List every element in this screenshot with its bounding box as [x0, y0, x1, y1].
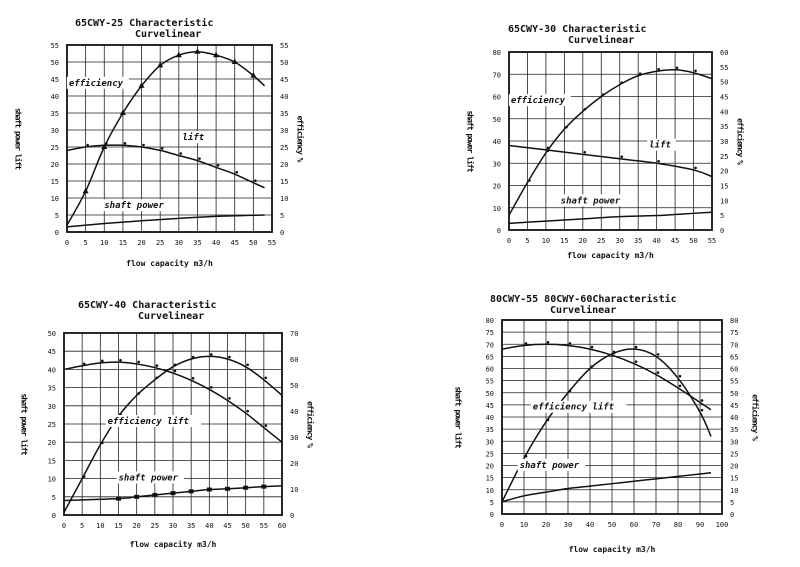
y-right-tick-label: 60	[290, 356, 299, 364]
x-tick-label: 5	[525, 237, 530, 245]
y-left-tick-label: 65	[485, 353, 494, 362]
x-tick-label: 35	[633, 237, 643, 245]
series-line	[502, 349, 711, 502]
y-left-tick-label: 10	[47, 475, 56, 484]
x-tick-label: 25	[155, 239, 165, 247]
y-left-tick-label: 10	[50, 195, 59, 203]
data-point	[207, 488, 212, 492]
x-tick-label: 60	[629, 521, 639, 529]
x-axis-label: flow capacity m3/h	[126, 259, 213, 268]
x-tick-label: 30	[168, 522, 178, 530]
x-tick-label: 55	[707, 237, 717, 245]
data-point	[228, 356, 231, 359]
data-point	[525, 455, 528, 458]
chart-subtitle: Curvelinear	[135, 29, 202, 40]
y-left-axis-label: shaft power lift	[465, 110, 475, 172]
y-left-tick-label: 25	[50, 144, 59, 152]
y-right-tick-label: 30	[290, 434, 299, 442]
y-right-tick-label: 40	[720, 108, 729, 117]
x-tick-label: 5	[80, 522, 85, 530]
chart-subtitle: Curvelinear	[138, 311, 205, 322]
data-point	[192, 377, 195, 380]
curve-label: shaft power	[118, 473, 179, 484]
y-left-tick-label: 70	[492, 71, 501, 80]
x-tick-label: 15	[118, 239, 128, 247]
y-right-tick-label: 0	[720, 227, 725, 235]
data-point	[679, 375, 682, 378]
data-point	[265, 424, 268, 427]
data-point	[265, 377, 268, 380]
y-left-tick-label: 45	[50, 76, 59, 84]
data-point	[584, 151, 587, 154]
y-right-tick-label: 40	[290, 408, 299, 416]
x-axis-label: flow capacity m3/h	[129, 540, 217, 549]
data-point	[694, 69, 697, 72]
x-tick-label: 25	[150, 522, 160, 530]
data-point	[591, 365, 594, 368]
series-shaft-power	[509, 212, 712, 223]
x-tick-label: 10	[519, 521, 529, 529]
data-point	[246, 410, 249, 413]
curve-label: shaft power	[560, 196, 621, 207]
y-right-tick-label: 40	[730, 414, 739, 422]
y-left-tick-label: 0	[489, 511, 494, 519]
y-right-tick-label: 25	[730, 450, 739, 459]
y-right-tick-label: 5	[720, 212, 725, 221]
data-point	[142, 144, 145, 147]
data-point	[161, 147, 164, 150]
x-tick-label: 10	[96, 522, 105, 530]
y-left-tick-label: 55	[50, 42, 59, 50]
y-left-tick-label: 35	[485, 426, 494, 435]
x-tick-label: 20	[137, 239, 146, 247]
y-left-tick-label: 0	[51, 512, 56, 520]
y-right-tick-label: 5	[280, 212, 285, 220]
y-left-tick-label: 25	[47, 421, 56, 429]
x-tick-label: 0	[506, 237, 512, 245]
data-point	[657, 68, 660, 71]
chart-subtitle: Curvelinear	[568, 35, 635, 46]
x-tick-label: 50	[241, 522, 250, 530]
y-left-tick-label: 35	[50, 110, 59, 118]
y-right-tick-label: 15	[280, 178, 289, 186]
data-point	[116, 497, 121, 501]
data-point	[584, 108, 587, 111]
data-point	[528, 179, 531, 182]
y-right-axis-label: efficiency %	[750, 394, 760, 440]
data-point	[657, 160, 660, 163]
chart-title: 65CWY-25 Characteristic	[75, 18, 214, 29]
x-axis-label: flow capacity m3/h	[568, 545, 656, 554]
x-tick-label: 40	[205, 522, 214, 530]
x-tick-label: 0	[64, 239, 70, 247]
data-point	[192, 356, 195, 359]
y-right-tick-label: 50	[720, 78, 729, 87]
data-point	[225, 487, 230, 491]
y-left-axis-label: shaft power lift	[13, 107, 23, 170]
x-tick-label: 70	[651, 521, 661, 529]
y-right-tick-label: 20	[720, 167, 729, 176]
data-point	[152, 493, 157, 497]
data-point	[119, 359, 122, 362]
data-point	[694, 167, 697, 170]
x-tick-label: 50	[689, 237, 698, 245]
x-tick-label: 45	[670, 237, 680, 245]
x-tick-label: 30	[174, 239, 184, 247]
chart-4	[454, 293, 761, 554]
data-point	[613, 351, 616, 354]
y-right-tick-label: 10	[720, 197, 729, 206]
curve-label: lift	[649, 140, 671, 151]
curve-label: shaft power	[519, 460, 580, 471]
y-right-axis-label: efficiency %	[295, 115, 305, 162]
y-left-tick-label: 20	[47, 439, 56, 448]
y-left-tick-label: 45	[485, 401, 494, 410]
y-right-tick-label: 15	[730, 474, 739, 483]
x-tick-label: 35	[193, 239, 202, 247]
y-right-tick-label: 30	[720, 138, 729, 146]
x-tick-label: 40	[652, 237, 661, 245]
data-point	[261, 485, 266, 489]
y-right-tick-label: 35	[280, 110, 289, 118]
y-left-tick-label: 80	[485, 317, 494, 325]
series-efficiency	[502, 346, 711, 502]
data-point	[569, 342, 572, 345]
y-left-tick-label: 30	[492, 160, 501, 169]
data-point	[156, 377, 159, 380]
data-point	[137, 361, 140, 364]
y-left-tick-label: 30	[47, 402, 56, 411]
x-tick-label: 100	[715, 521, 729, 529]
y-right-tick-label: 0	[280, 229, 285, 237]
data-point	[235, 171, 238, 174]
data-point	[101, 442, 104, 445]
y-left-tick-label: 55	[485, 377, 494, 386]
x-tick-label: 40	[585, 521, 595, 529]
chart-title: 65CWY-40 Characteristic	[78, 300, 217, 311]
curve-label: efficiency lift	[107, 417, 189, 427]
y-left-tick-label: 50	[50, 59, 59, 67]
y-left-tick-label: 40	[47, 366, 56, 375]
data-point	[189, 489, 194, 493]
y-left-axis-label: shaft power lift	[19, 393, 29, 455]
y-right-tick-label: 70	[730, 341, 739, 350]
y-right-tick-label: 60	[730, 365, 739, 374]
y-left-tick-label: 45	[47, 348, 56, 357]
x-tick-label: 90	[695, 521, 705, 529]
y-left-axis-label: shaft power lift	[453, 386, 463, 448]
x-tick-label: 20	[541, 521, 551, 529]
data-point	[198, 157, 201, 160]
data-point	[171, 491, 176, 495]
data-point	[210, 386, 213, 389]
x-tick-label: 35	[186, 522, 196, 530]
y-right-tick-label: 55	[720, 63, 729, 72]
y-right-tick-label: 55	[730, 377, 739, 386]
curve-label: lift	[182, 133, 205, 144]
y-right-tick-label: 25	[280, 144, 289, 152]
x-tick-label: 10	[100, 239, 109, 247]
x-tick-label: 15	[560, 237, 569, 245]
y-right-tick-label: 15	[720, 182, 729, 191]
y-right-tick-label: 80	[730, 317, 739, 325]
data-point	[620, 156, 623, 159]
grid	[502, 320, 722, 514]
x-tick-label: 30	[615, 237, 624, 245]
data-point	[174, 364, 177, 367]
curve-label: efficiency lift	[532, 402, 615, 413]
y-left-tick-label: 25	[485, 450, 494, 459]
y-left-tick-label: 50	[485, 389, 494, 398]
data-point	[217, 164, 220, 167]
y-right-tick-label: 30	[730, 438, 739, 447]
x-tick-label: 0	[499, 521, 505, 529]
y-right-tick-label: 45	[730, 401, 739, 410]
y-left-tick-label: 80	[492, 49, 501, 57]
y-right-tick-label: 50	[730, 389, 739, 398]
data-point	[565, 126, 568, 129]
data-point	[156, 364, 159, 367]
data-point	[602, 93, 605, 96]
y-left-tick-label: 20	[485, 462, 494, 471]
y-right-tick-label: 35	[730, 426, 739, 435]
chart-2	[466, 23, 746, 260]
series-line	[502, 473, 711, 502]
y-left-tick-label: 15	[50, 178, 59, 186]
y-right-tick-label: 0	[730, 511, 735, 519]
curve-label: efficiency	[68, 78, 124, 89]
data-point	[547, 419, 550, 422]
y-left-tick-label: 5	[54, 212, 59, 220]
data-point	[210, 353, 213, 356]
data-point	[620, 81, 623, 84]
y-right-axis-label: efficiency %	[305, 401, 315, 447]
data-point	[525, 342, 528, 345]
y-left-tick-label: 15	[485, 474, 494, 483]
y-left-tick-label: 35	[47, 384, 56, 393]
y-left-tick-label: 40	[492, 138, 501, 146]
curve-label: shaft power	[104, 201, 164, 212]
x-tick-label: 60	[277, 522, 287, 530]
data-point	[83, 475, 86, 478]
data-point	[701, 409, 704, 412]
data-point	[701, 399, 704, 402]
y-left-tick-label: 30	[50, 127, 59, 135]
data-point	[635, 360, 638, 363]
data-point	[134, 495, 139, 499]
data-point	[86, 144, 89, 147]
y-left-tick-label: 50	[47, 330, 56, 338]
y-right-tick-label: 35	[720, 123, 729, 132]
data-point	[194, 48, 200, 54]
series-line	[509, 145, 712, 176]
curve-label: efficiency	[510, 96, 566, 107]
data-point	[228, 397, 231, 400]
y-right-tick-label: 55	[280, 42, 289, 50]
data-point	[83, 362, 86, 365]
series-line	[509, 212, 712, 223]
x-tick-label: 80	[673, 521, 683, 529]
y-left-tick-label: 60	[485, 365, 494, 374]
data-point	[547, 341, 550, 344]
y-right-tick-label: 20	[730, 462, 739, 471]
x-axis-label: flow capacity m3/h	[567, 251, 654, 260]
series-lift	[509, 145, 712, 176]
y-right-tick-label: 10	[280, 195, 289, 203]
y-right-tick-label: 70	[290, 330, 299, 338]
y-left-tick-label: 75	[485, 329, 494, 338]
data-point	[246, 364, 249, 367]
data-point	[591, 346, 594, 349]
y-left-tick-label: 40	[50, 93, 59, 101]
data-point	[676, 67, 679, 70]
data-point	[679, 385, 682, 388]
x-tick-label: 30	[563, 521, 573, 529]
x-tick-label: 5	[83, 239, 88, 247]
y-left-tick-label: 0	[54, 229, 59, 237]
y-right-tick-label: 65	[730, 353, 739, 362]
chart-1	[14, 17, 306, 268]
y-right-tick-label: 10	[290, 486, 299, 494]
data-point	[180, 152, 183, 155]
y-right-tick-label: 60	[720, 49, 729, 57]
x-tick-label: 50	[607, 521, 617, 529]
data-point	[124, 142, 127, 145]
series-shaft-power	[502, 473, 711, 502]
data-point	[83, 188, 89, 194]
y-left-tick-label: 0	[496, 227, 501, 235]
data-point	[547, 147, 550, 150]
y-left-tick-label: 20	[492, 182, 501, 191]
y-right-tick-label: 25	[720, 152, 729, 161]
data-point	[639, 72, 642, 75]
y-left-tick-label: 15	[47, 457, 56, 466]
chart-title: 65CWY-30 Characteristic	[508, 24, 647, 35]
y-right-tick-label: 10	[730, 486, 739, 495]
x-tick-label: 50	[249, 239, 258, 247]
y-right-tick-label: 20	[280, 161, 289, 169]
x-tick-label: 55	[267, 239, 277, 247]
y-right-tick-label: 75	[730, 329, 739, 338]
chart-title: 80CWY-55 80CWY-60Characteristic	[490, 294, 677, 305]
data-point	[243, 486, 248, 490]
x-tick-label: 20	[132, 522, 141, 530]
y-left-tick-label: 10	[485, 486, 494, 495]
y-right-tick-label: 30	[280, 127, 289, 135]
y-right-tick-label: 20	[290, 460, 299, 468]
x-tick-label: 10	[541, 237, 551, 245]
chart-3	[20, 299, 316, 549]
y-left-tick-label: 60	[492, 93, 501, 102]
x-tick-label: 40	[211, 239, 221, 247]
y-left-tick-label: 70	[485, 341, 494, 350]
y-left-tick-label: 20	[50, 161, 59, 169]
x-tick-label: 45	[223, 522, 232, 530]
y-right-tick-label: 45	[280, 76, 289, 84]
data-point	[657, 353, 660, 356]
y-right-tick-label: 0	[290, 512, 295, 520]
data-point	[657, 371, 660, 374]
y-left-tick-label: 5	[489, 498, 494, 507]
y-left-tick-label: 50	[492, 115, 501, 124]
y-left-tick-label: 5	[51, 493, 56, 502]
y-left-tick-label: 30	[485, 438, 494, 447]
series-line	[509, 70, 712, 215]
data-point	[635, 346, 638, 349]
y-right-axis-label: efficiency %	[735, 118, 745, 164]
y-left-tick-label: 40	[485, 414, 494, 422]
chart-subtitle: Curvelinear	[550, 305, 617, 316]
y-right-tick-label: 5	[730, 498, 735, 507]
x-tick-label: 45	[230, 239, 239, 247]
y-right-tick-label: 40	[280, 93, 289, 101]
data-point	[254, 179, 257, 182]
x-tick-label: 55	[259, 522, 269, 530]
x-tick-label: 20	[578, 237, 588, 245]
y-right-tick-label: 45	[720, 93, 729, 102]
x-tick-label: 15	[114, 522, 123, 530]
data-point	[137, 392, 140, 395]
x-tick-label: 25	[597, 237, 606, 245]
x-tick-label: 0	[61, 522, 67, 530]
data-point	[105, 142, 108, 145]
y-right-tick-label: 50	[290, 382, 299, 390]
y-left-tick-label: 10	[492, 204, 501, 213]
data-point	[569, 389, 572, 392]
data-point	[174, 370, 177, 373]
data-point	[101, 360, 104, 363]
y-right-tick-label: 50	[280, 59, 289, 67]
